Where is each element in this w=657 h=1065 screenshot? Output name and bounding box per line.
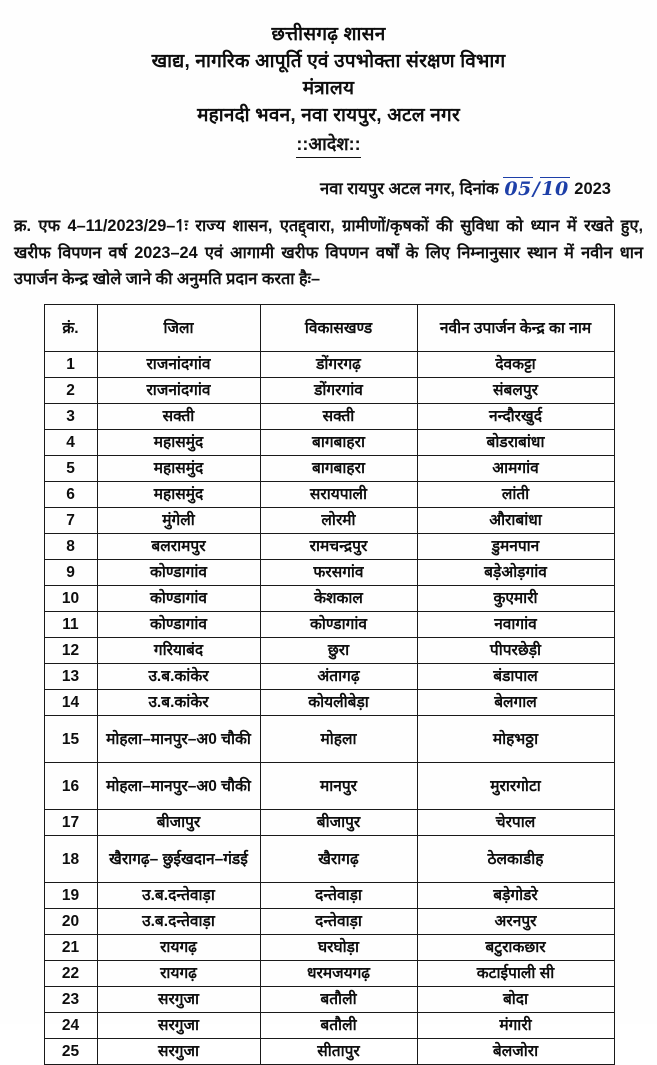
centres-table-wrapper — [44, 304, 614, 1065]
table-row — [44, 909, 614, 935]
cell-block: बागबाहरा — [260, 430, 417, 456]
cell-centre: ठेलकाडीह — [417, 836, 614, 883]
table-row — [44, 482, 614, 508]
table-row — [44, 961, 614, 987]
cell-centre: बड़ेगोडरे — [417, 883, 614, 909]
cell-block: छुरा — [260, 638, 417, 664]
cell-district: उ.ब.दन्तेवाड़ा — [97, 883, 260, 909]
order-body-paragraph — [14, 213, 643, 292]
cell-district: मोहला–मानपुर–अ0 चौकी — [97, 716, 260, 763]
table-body — [44, 352, 614, 1065]
table-row — [44, 404, 614, 430]
department-name: खाद्य, नागरिक आपूर्ति एवं उपभोक्ता संरक्षण विभाग — [151, 50, 506, 72]
cell-centre: कटाईपाली सी — [417, 961, 614, 987]
cell-block: दन्तेवाड़ा — [260, 883, 417, 909]
cell-district: बलरामपुर — [97, 534, 260, 560]
table-row — [44, 1013, 614, 1039]
cell-serial: 14 — [44, 690, 97, 716]
cell-district: सरगुजा — [97, 1013, 260, 1039]
cell-district: राजनांदगांव — [97, 378, 260, 404]
cell-centre: देवकट्टा — [417, 352, 614, 378]
cell-block: बागबाहरा — [260, 456, 417, 482]
table-row — [44, 836, 614, 883]
table-row — [44, 586, 614, 612]
cell-block: डोंगरगढ़ — [260, 352, 417, 378]
cell-centre: बड़ेओड़गांव — [417, 560, 614, 586]
table-row — [44, 430, 614, 456]
table-row — [44, 1039, 614, 1065]
cell-centre: बटुराकछार — [417, 935, 614, 961]
cell-centre: औराबांधा — [417, 508, 614, 534]
cell-serial: 1 — [44, 352, 97, 378]
table-row — [44, 612, 614, 638]
order-body-text: राज्य शासन, एतद्द्वारा, ग्रामीणों/कृषकों की सुविधा को ध्यान में रखते हुए, खरीफ विपणन वर्ष 2023–24 एवं आगामी खरीफ विपणन वर्षों के लिए निम्नानुसार स्थान में नवीन धान उपार्जन केन्द्र खोले जाने की अनुमति प्रदान करता हैः– — [14, 217, 643, 289]
new-procurement-centres-table — [44, 304, 615, 1065]
cell-block: सरायपाली — [260, 482, 417, 508]
cell-centre: बोदा — [417, 987, 614, 1013]
cell-block: बीजापुर — [260, 810, 417, 836]
cell-block: मानपुर — [260, 763, 417, 810]
cell-block: खैरागढ़ — [260, 836, 417, 883]
table-row — [44, 883, 614, 909]
cell-serial: 21 — [44, 935, 97, 961]
cell-serial: 25 — [44, 1039, 97, 1065]
date-separator-1: / — [532, 178, 541, 201]
ministry-name: मंत्रालय — [302, 77, 355, 99]
date-year: 2023 — [574, 180, 611, 199]
cell-serial: 9 — [44, 560, 97, 586]
cell-district: राजनांदगांव — [97, 352, 260, 378]
letterhead — [0, 0, 657, 158]
table-row — [44, 508, 614, 534]
cell-district: खैरागढ़– छुईखदान–गंडई — [97, 836, 260, 883]
cell-district: सरगुजा — [97, 987, 260, 1013]
cell-block: घरघोड़ा — [260, 935, 417, 961]
cell-centre: बोडराबांधा — [417, 430, 614, 456]
cell-block: बतौली — [260, 987, 417, 1013]
cell-centre: संबलपुर — [417, 378, 614, 404]
cell-block: सीतापुर — [260, 1039, 417, 1065]
cell-centre: मंगारी — [417, 1013, 614, 1039]
cell-district: कोण्डागांव — [97, 586, 260, 612]
cell-block: डोंगरगांव — [260, 378, 417, 404]
cell-serial: 19 — [44, 883, 97, 909]
table-row — [44, 456, 614, 482]
table-header-row — [44, 305, 614, 352]
cell-block: लोरमी — [260, 508, 417, 534]
cell-block: रामचन्द्रपुर — [260, 534, 417, 560]
date-month: 10 — [541, 178, 569, 201]
table-row — [44, 534, 614, 560]
cell-centre: डुमनपान — [417, 534, 614, 560]
cell-serial: 8 — [44, 534, 97, 560]
cell-serial: 23 — [44, 987, 97, 1013]
handwritten-date — [503, 178, 569, 200]
table-row — [44, 560, 614, 586]
cell-district: रायगढ़ — [97, 961, 260, 987]
cell-centre: नन्दौरखुर्द — [417, 404, 614, 430]
cell-serial: 17 — [44, 810, 97, 836]
cell-centre: आमगांव — [417, 456, 614, 482]
cell-block: सक्ती — [260, 404, 417, 430]
table-row — [44, 987, 614, 1013]
cell-district: सरगुजा — [97, 1039, 260, 1065]
reference-number: क्र. एफ 4–11/2023/29–1ः — [14, 217, 188, 236]
cell-district: सक्ती — [97, 404, 260, 430]
table-row — [44, 763, 614, 810]
column-header-serial: क्रं. — [44, 305, 97, 352]
cell-serial: 10 — [44, 586, 97, 612]
cell-block: कोण्डागांव — [260, 612, 417, 638]
cell-serial: 20 — [44, 909, 97, 935]
cell-block: केशकाल — [260, 586, 417, 612]
cell-serial: 3 — [44, 404, 97, 430]
cell-serial: 22 — [44, 961, 97, 987]
cell-district: कोण्डागांव — [97, 560, 260, 586]
cell-centre: बेलगाल — [417, 690, 614, 716]
cell-district: रायगढ़ — [97, 935, 260, 961]
cell-centre: कुएमारी — [417, 586, 614, 612]
cell-serial: 15 — [44, 716, 97, 763]
column-header-centre: नवीन उपार्जन केन्द्र का नाम — [417, 305, 614, 352]
government-name: छत्तीसगढ़ शासन — [271, 24, 386, 45]
table-row — [44, 638, 614, 664]
cell-centre: अरनपुर — [417, 909, 614, 935]
order-heading: ::आदेश:: — [296, 133, 360, 158]
table-row — [44, 378, 614, 404]
cell-serial: 13 — [44, 664, 97, 690]
cell-serial: 16 — [44, 763, 97, 810]
cell-centre: पीपरछेड़ी — [417, 638, 614, 664]
cell-district: महासमुंद — [97, 430, 260, 456]
cell-block: धरमजयगढ़ — [260, 961, 417, 987]
table-row — [44, 352, 614, 378]
cell-block: दन्तेवाड़ा — [260, 909, 417, 935]
cell-centre: मोहभठ्ठा — [417, 716, 614, 763]
cell-block: बतौली — [260, 1013, 417, 1039]
cell-centre: नवागांव — [417, 612, 614, 638]
column-header-block: विकासखण्ड — [260, 305, 417, 352]
place-text: नवा रायपुर अटल नगर, दिनांक — [320, 180, 499, 199]
cell-serial: 24 — [44, 1013, 97, 1039]
table-row — [44, 716, 614, 763]
cell-serial: 4 — [44, 430, 97, 456]
cell-district: मुंगेली — [97, 508, 260, 534]
table-header — [44, 305, 614, 352]
cell-district: कोण्डागांव — [97, 612, 260, 638]
table-row — [44, 664, 614, 690]
table-row — [44, 935, 614, 961]
cell-centre: बेलजोरा — [417, 1039, 614, 1065]
cell-block: मोहला — [260, 716, 417, 763]
cell-serial: 2 — [44, 378, 97, 404]
column-header-district: जिला — [97, 305, 260, 352]
cell-block: फरसगांव — [260, 560, 417, 586]
cell-district: महासमुंद — [97, 456, 260, 482]
place-date-line — [0, 176, 657, 199]
cell-serial: 18 — [44, 836, 97, 883]
cell-district: गरियाबंद — [97, 638, 260, 664]
cell-serial: 12 — [44, 638, 97, 664]
table-row — [44, 810, 614, 836]
cell-district: उ.ब.कांकेर — [97, 690, 260, 716]
office-address: महानदी भवन, नवा रायपुर, अटल नगर — [197, 104, 460, 126]
cell-block: अंतागढ़ — [260, 664, 417, 690]
cell-district: उ.ब.दन्तेवाड़ा — [97, 909, 260, 935]
cell-centre: मुरारगोटा — [417, 763, 614, 810]
cell-district: उ.ब.कांकेर — [97, 664, 260, 690]
cell-district: मोहला–मानपुर–अ0 चौकी — [97, 763, 260, 810]
cell-serial: 6 — [44, 482, 97, 508]
cell-centre: लांती — [417, 482, 614, 508]
cell-district: महासमुंद — [97, 482, 260, 508]
cell-centre: चेरपाल — [417, 810, 614, 836]
table-row — [44, 690, 614, 716]
cell-block: कोयलीबेड़ा — [260, 690, 417, 716]
cell-district: बीजापुर — [97, 810, 260, 836]
cell-serial: 11 — [44, 612, 97, 638]
date-day: 05 — [504, 178, 532, 201]
cell-serial: 7 — [44, 508, 97, 534]
cell-serial: 5 — [44, 456, 97, 482]
cell-centre: बंडापाल — [417, 664, 614, 690]
